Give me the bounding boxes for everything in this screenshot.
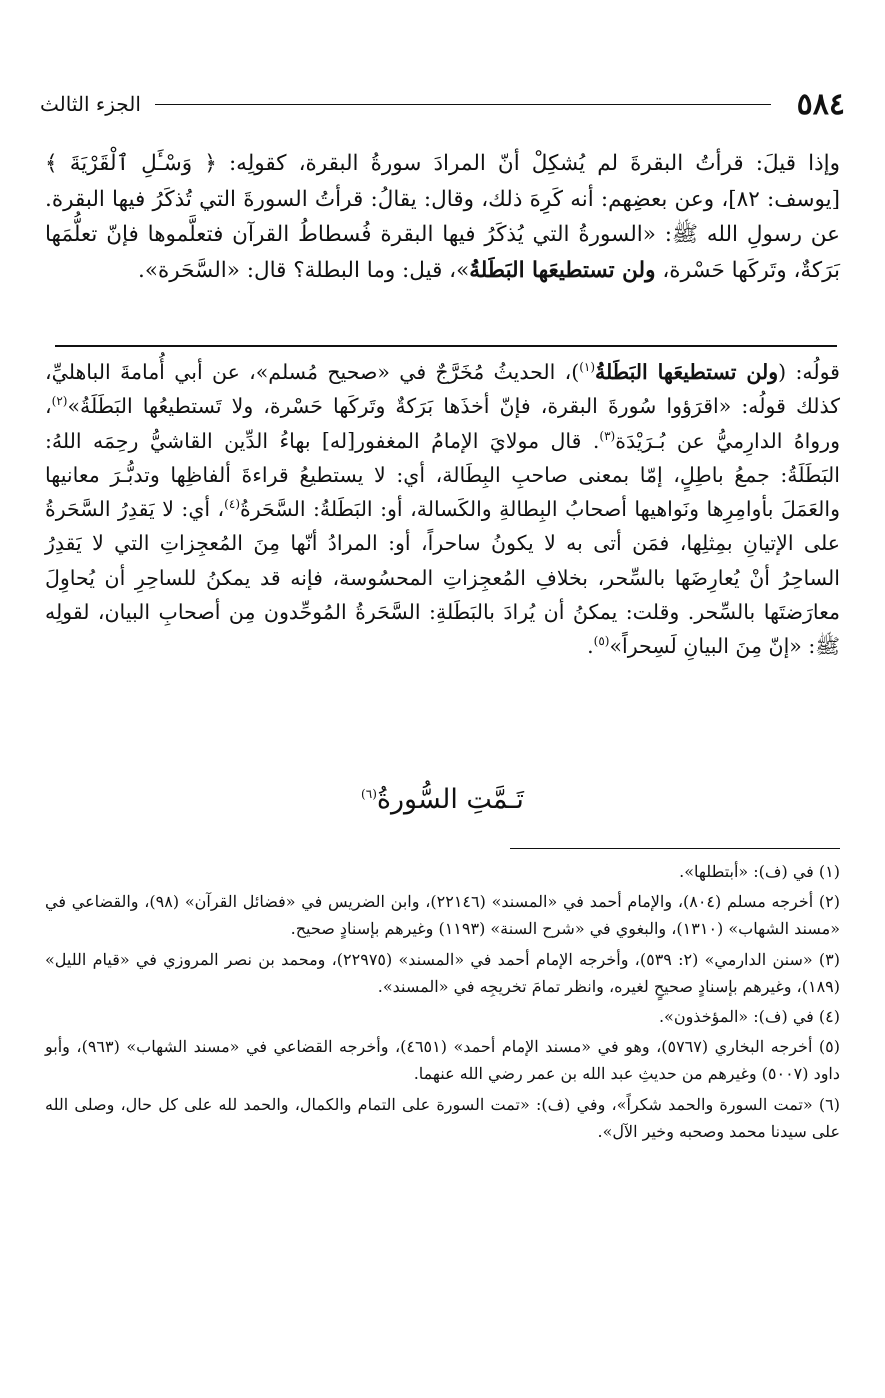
colophon-text: تَـمَّتِ السُّورةُ xyxy=(376,784,524,815)
footnotes xyxy=(45,858,840,1148)
commentary-bold-phrase: ولن تستطيعَها البَطَلةُ xyxy=(595,360,779,384)
commentary-part-a: )، الحديثُ مُخَرَّجٌ في «صحيح مُسلم»، عن أبي أُمامةَ الباهليِّ، كذلك قولُه: «اقرَؤوا سُورةَ البقرة، فإنّ أخذَها بَرَكةٌ وتَركَها حَسْرة، ولا تَستطيعُها البَطَلَةُ» xyxy=(45,360,840,419)
footnote-ref-3[interactable]: (٣) xyxy=(599,428,616,443)
footnote-ref-5[interactable]: (٥) xyxy=(593,634,610,649)
commentary-part-b: ، ورواهُ الدارِميُّ عن بُـرَيْدَة xyxy=(45,394,840,453)
surah-end-colophon xyxy=(45,784,840,815)
footnote-6: (٦) «تمت السورة والحمد شكراً»، وفي (ف): «تمت السورة على التمام والكمال، والحمد لله على كل حال، وصلى الله على سيدنا محمد وصحبه وخير الآل». xyxy=(45,1094,840,1141)
page-header xyxy=(40,84,845,124)
footnote-3: (٣) «سنن الدارمي» (٢: ٥٣٩)، وأخرجه الإمام أحمد في «المسند» (٢٢٩٧٥)، ومحمد بن نصر المروزي في «قيام الليل» (١٨٩)، وغيرهم بإسنادٍ صحيحٍ لغيره، وانظر تمامَ تخريجِه في «المسند». xyxy=(45,949,841,996)
matn-bold-phrase: ولن تستطيعَها البَطَلةُ xyxy=(469,257,656,283)
header-rule xyxy=(155,104,771,105)
matn-paragraph xyxy=(45,146,840,288)
footnote-2: (٢) أخرجه مسلم (٨٠٤)، والإمام أحمد في «المسند» (٢٢١٤٦)، وابن الضريس في «فضائل القرآن» (٩٨)، والقضاعي في «مسند الشهاب» (١٣١٠)، والبغوي في «شرح السنة» (١١٩٣) وغيرهم بإسنادٍ صحيح. xyxy=(45,892,841,939)
commentary-paragraph xyxy=(45,355,840,664)
matn-end: »، قيل: وما البطلة؟ قال: «السَّحَرة». xyxy=(138,257,470,283)
section-divider xyxy=(55,345,837,347)
commentary-part-d: ، أي: لا يَقدِرُ السَّحَرةُ على الإتيانِ بمِثلِها، فمَن أتى به لا يكونُ ساحراً، أو: المرادُ أنّها مِنَ المُعجِزاتِ التي لا يَقدِرُ الساحِرُ أنْ يُعارِضَها بالسِّحر، بخلافِ المُعجِزاتِ المحسُوسة، فإنه قد يمكنُ للساحِرِ أن يُحاوِلَ معارَضتَها بالسِّحر. وقلت: يمكنُ أن يُرادَ بالبَطَلةِ: السَّحَرةُ المُوحِّدون مِن أصحابِ البيان، لقولِه ﷺ: «إنّ مِنَ البيانِ لَسِحراً» xyxy=(45,497,840,659)
footnote-ref-4[interactable]: (٤) xyxy=(224,497,240,512)
footnote-1: (١) في (ف): «أبتطلها». xyxy=(679,862,840,881)
commentary-intro: قولُه: ( xyxy=(778,360,840,384)
footnote-ref-6[interactable]: (٦) xyxy=(361,787,377,801)
footnote-5: (٥) أخرجه البخاري (٥٧٦٧)، وهو في «مسند الإمام أحمد» (٤٦٥١)، وأخرجه القضاعي في «مسند الشهاب» (٩٦٣)، وأبو داود (٥٠٠٧) وغيرهم من حديثِ عبد الله بن عمر رضي الله عنهما. xyxy=(45,1037,840,1084)
commentary-text xyxy=(45,355,840,664)
commentary-part-c: . قال مولايَ الإمامُ المغفور[له] بهاءُ الدِّين القاشيُّ رحِمَه اللهُ: البَطَلَةُ: جمعُ باطِلٍ، إمّا بمعنى صاحبِ البِطَالة، أي: لا يستطيعُ قراءةَ ألفاظِها وتدبُّـرَ معانيها والعَمَلَ بأوامِرِها ونَواهيها أصحابُ البِطالةِ والكَسالة، أو: البَطَلةُ: السَّحَرةُ xyxy=(45,428,840,522)
footnote-ref-2[interactable]: (٢) xyxy=(51,394,68,409)
commentary-part-e: . xyxy=(587,634,594,659)
volume-title: الجزء الثالث xyxy=(40,92,141,116)
footnote-4: (٤) في (ف): «المؤخذون». xyxy=(658,1007,840,1027)
matn-text xyxy=(45,146,840,288)
page-number: ٥٨٤ xyxy=(796,86,845,122)
footnote-ref-1[interactable]: (١) xyxy=(579,360,596,375)
matn-body: وإذا قيلَ: قرأتُ البقرةَ لم يُشكِلْ أنّ المرادَ سورةُ البقرة، كقولِه: ﴿ وَسْـَٔلِ ٱلْقَرْيَةَ ﴾ [يوسف: ٨٢]، وعن بعضِهم: أنه كَرِهَ ذلك، وقال: يقالُ: قرأتُ السورةَ التي تُذكَرُ فيها البقرة. عن رسولِ الله ﷺ: «السورةُ التي يُذكَرُ فيها البقرة فُسطاطُ القرآن فتعلَّموها فإنّ تعلُّمَها بَرَكةٌ، وتَركَها حَسْرة، xyxy=(45,151,840,283)
footnote-rule xyxy=(510,848,840,849)
